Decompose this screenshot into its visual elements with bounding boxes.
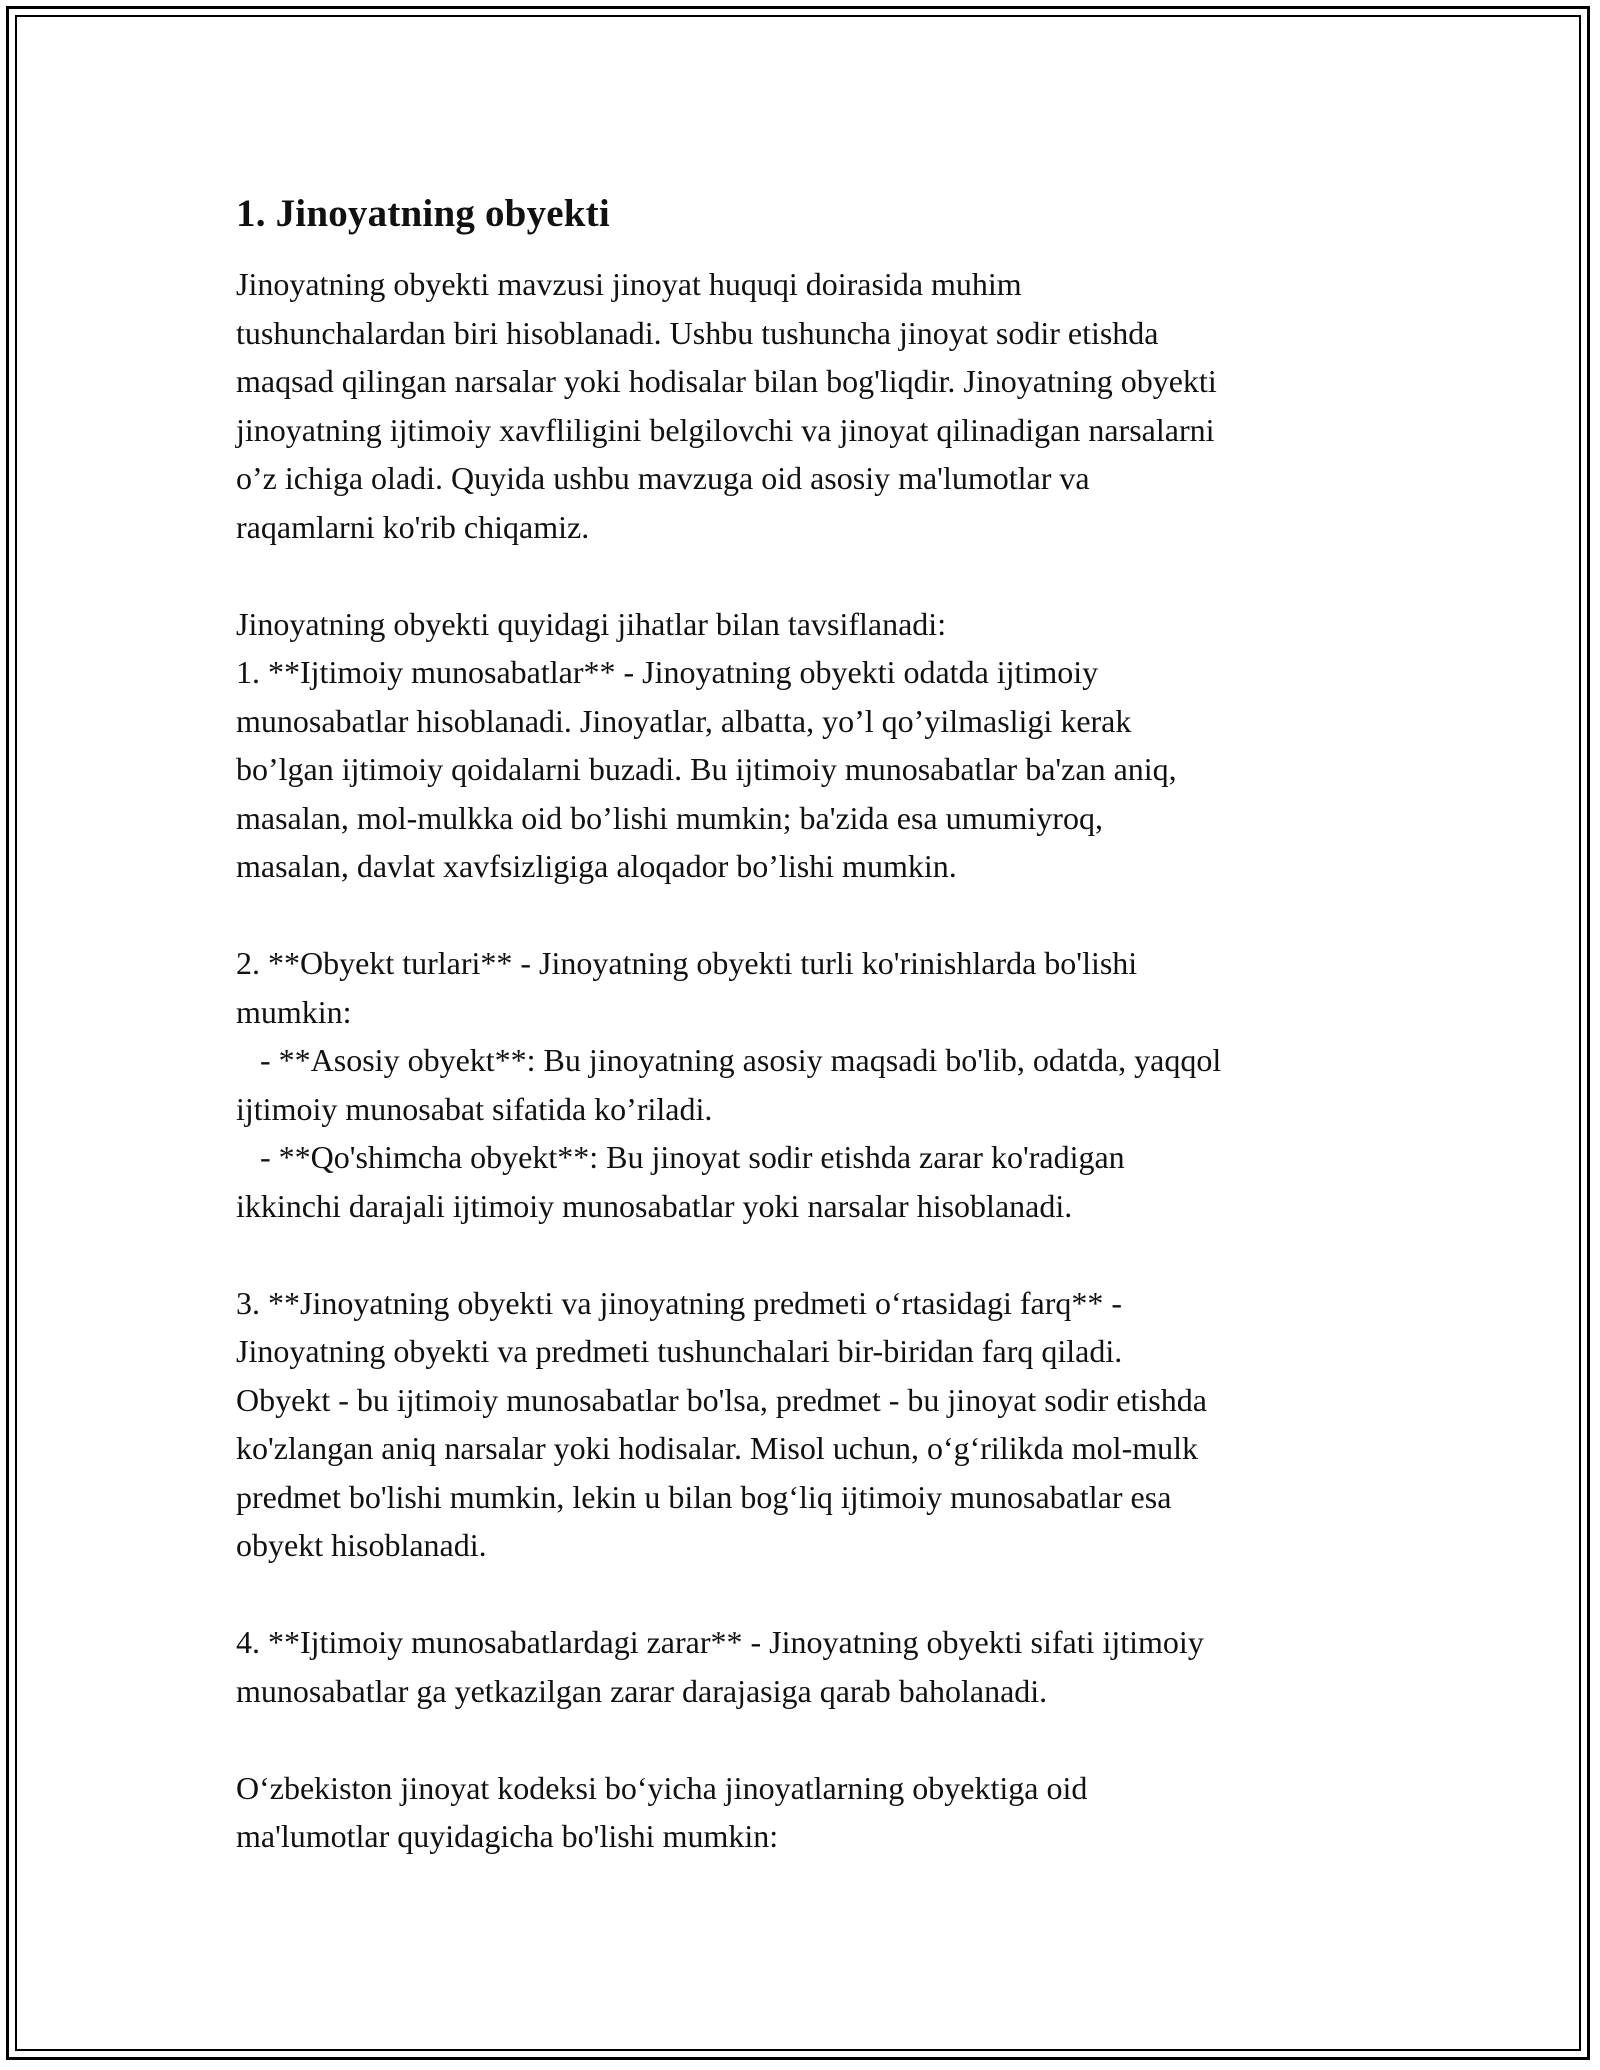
paragraph-spacer <box>236 551 1376 600</box>
intro-paragraph: Jinoyatning obyekti mavzusi jinoyat huquqi doirasida muhim tushunchalardan biri hisoblanadi. Ushbu tushuncha jinoyat sodir etishda maqsad qilingan narsalar yoki hodisalar bilan bog'liqdir. Jinoyatning obyekti jinoyatning ijtimoiy xavfliligini belgilovchi va jinoyat qilinadigan narsalarni o’z ichiga oladi. Quyida ushbu mavzuga oid asosiy ma'lumotlar va raqamlarni ko'rib chiqamiz. <box>236 266 1217 545</box>
document-body <box>236 190 1376 1861</box>
closing-paragraph: O‘zbekiston jinoyat kodeksi bo‘yicha jinoyatlarning obyektiga oid ma'lumotlar quyidagicha bo'lishi mumkin: <box>236 1769 1088 1854</box>
list-item-1: 1. **Ijtimoiy munosabatlar** - Jinoyatning obyekti odatda ijtimoiy munosabatlar hisoblanadi. Jinoyatlar, albatta, yo’l qo’yilmasligi kerak bo’lgan ijtimoiy qoidalarni buzadi. Bu ijtimoiy munosabatlar ba'zan aniq, masalan, mol-mulkka oid bo’lishi mumkin; ba'zida esa umumiyroq, masalan, davlat xavfsizligiga aloqador bo’lishi mumkin. <box>236 654 1177 884</box>
list-item-2: 2. **Obyekt turlari** - Jinoyatning obyekti turli ko'rinishlarda bo'lishi mumkin: - **Asosiy obyekt**: Bu jinoyatning asosiy maqsadi bo'lib, odatda, yaqqol ijtimoiy munosabat sifatida ko’riladi. - **Qo'shimcha obyekt**: Bu jinoyat sodir etishda zarar ko'radigan ikkinchi darajali ijtimoiy munosabatlar yoki narsalar hisoblanadi. <box>236 945 1222 1224</box>
list-item-3: 3. **Jinoyatning obyekti va jinoyatning predmeti o‘rtasidagi farq** - Jinoyatning obyekti va predmeti tushunchalari bir-biridan farq qiladi. Obyekt - bu ijtimoiy munosabatlar bo'lsa, predmet - bu jinoyat sodir etishda ko'zlangan aniq narsalar yoki hodisalar. Misol uchun, o‘g‘rilikda mol-mulk predmet bo'lishi mumkin, lekin u bilan bog‘liq ijtimoiy munosabatlar esa obyekt hisoblanadi. <box>236 1284 1207 1563</box>
paragraph-spacer <box>236 1230 1376 1279</box>
paragraph-spacer <box>236 1715 1376 1764</box>
paragraph-spacer <box>236 1570 1376 1619</box>
list-item-4: 4. **Ijtimoiy munosabatlardagi zarar** - Jinoyatning obyekti sifati ijtimoiy munosabatlar ga yetkazilgan zarar darajasiga qarab baholanadi. <box>236 1624 1204 1709</box>
paragraph-spacer <box>236 891 1376 940</box>
page-title: 1. Jinoyatning obyekti <box>236 192 610 235</box>
list-intro: Jinoyatning obyekti quyidagi jihatlar bilan tavsiflanadi: <box>236 605 947 642</box>
